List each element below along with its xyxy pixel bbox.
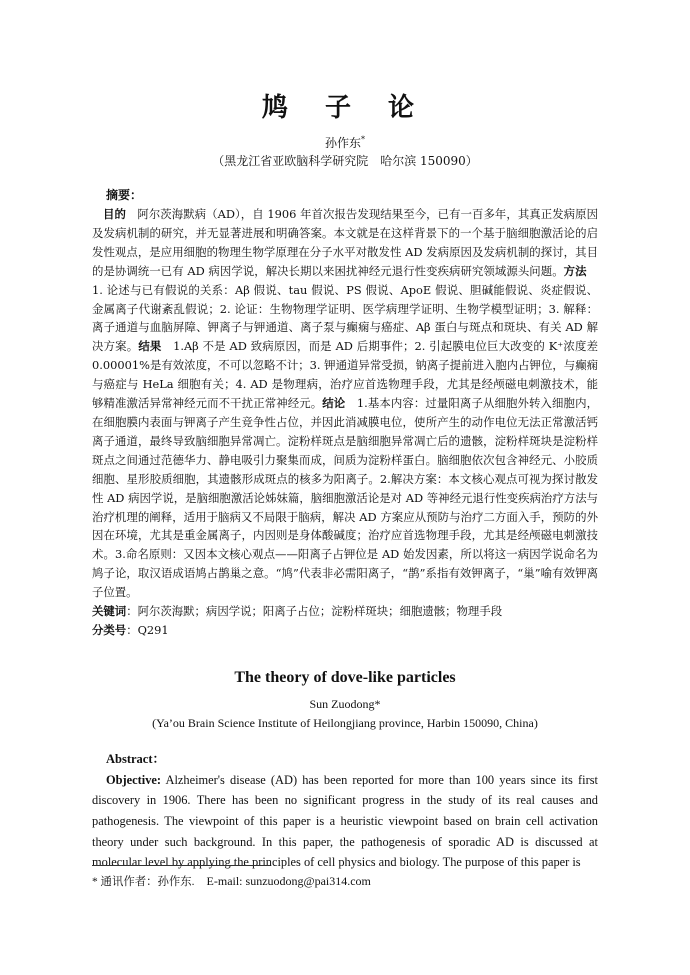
result-label-cn: 结果: [138, 339, 162, 354]
keywords-cn: [92, 602, 598, 621]
paper-title-en: The theory of dove-like particles: [234, 668, 456, 686]
abstract-cn-body: [92, 205, 598, 602]
footnote-text: 通讯作者：孙作东.: [97, 876, 195, 888]
abstract-cn-heading: 摘要：: [106, 188, 143, 202]
classification-cn-label: 分类号: [92, 622, 127, 637]
author-cn-name: 孙作东: [324, 136, 361, 150]
keywords-cn-label: 关键词: [92, 604, 127, 619]
abstract-en-body: [92, 770, 598, 873]
abstract-en-heading: Abstract：: [106, 751, 166, 766]
method-text-cn: 1. 论述与已有假说的关系：Aβ 假说、tau 假说、PS 假说、ApoE 假说、胆碱能假说、炎症假说、金属离子代谢紊乱假说；2. 论证：生物物理学证明、医学病理学证明、生物学模型证明；3. 解释：离子通道与血脑屏障、钾离子与钾通道、离子泵与癫痫与癌症、Aβ 蛋白与斑点和斑块、有关 AD 解决方案。: [92, 263, 598, 354]
paper-title-cn: 鸠 子 论: [261, 93, 429, 123]
conclusion-text-cn: 1.基本内容：过量阳离子从细胞外转入细胞内，在细胞膜内表面与钾离子产生竞争性占位，并因此消减膜电位，使所产生的动作电位无法正常激活钙离子通道，最终导致脑细胞异常凋亡。淀粉样斑点是脑细胞异常凋亡后的遗骸，淀粉样斑块是淀粉样斑点之间通过范德华力、静电吸引力聚集而成，间质为淀粉样蛋白。脑细胞依次包含神经元、小胶质细胞、星形胶质细胞，其遗骸形成斑点的核多为阳离子。2.解决方案：本文核心观点可视为探讨散发性 AD 病因学说，是脑细胞激活论姊妹篇，脑细胞激活论是对 AD 等神经元退行性变疾病治疗方法与治疗机理的阐释，适用于脑病又不局限于脑病，解决 AD 方案应从预防与治疗二方面入手，预防的外因在环境，尤其是重金属离子，内因则是身体酸碱度；治疗应首选物理手段，尤其是经颅磁电刺激技术。3.命名原则：又因本文核心观点——阳离子占钾位是 AD 始发因素，所以将这一病因学说命名为鸠子论，取汉语成语鸠占鹊巢之意。“鸠”代表非必需阳离子，“鹊”系指有效钾离子，“巢”喻有效钾离子位置。: [92, 396, 598, 600]
objective-text-cn: 阿尔茨海默病（AD），自 1906 年首次报告发现结果至今，已有一百多年，其真正发病原因及发病机制的研究，并无显著进展和明确答案。本文就是在这样背景下的一个基于脑细胞激活论的启发性观点，是应用细胞的物理生物学原理在分子水平对散发性 AD 发病原因及发病机制的探讨，其目的是协调统一已有 AD 病因学说，解决长期以来困扰神经元退行性变疾病研究领域源头问题。: [92, 207, 598, 278]
result-text-cn: 1.Aβ 不是 AD 致病原因，而是 AD 后期事件；2. 引起膜电位巨大改变的 K⁺浓度差 0.00001%是有效浓度，不可以忽略不计；3. 钾通道异常受损，钠离子提前进入胞内占钾位，与癫痫与癌症与 HeLa 细胞有关；4. AD 是物理病，治疗应首选物理手段，尤其是经颅磁电刺激技术，能够精准激活异常神经元而不干扰正常神经元。: [92, 339, 598, 411]
objective-text-en: Alzheimer's disease (AD) has been reported for more than 100 years since its first discovery in 1906. There has been no significant progress in the study of its real causes and pathogenesis. The viewpoint of this paper is a heuristic viewpoint based on brain cell activation theory under such background. In this paper, the pathogenesis of sporadic AD is discussed at molecular level by applying the principles of cell physics and biology. The purpose of this paper is: [92, 772, 598, 870]
classification-cn-text: ：Q291: [126, 622, 169, 637]
affiliation-en: (Ya’ou Brain Science Institute of Heilongjiang province, Harbin 150090, China): [152, 715, 538, 730]
author-en: Sun Zuodong*: [309, 696, 381, 711]
keywords-cn-text: ：阿尔茨海默；病因学说；阳离子占位；淀粉样斑块；细胞遗骸；物理手段: [126, 604, 503, 619]
author-cn: [92, 132, 598, 151]
conclusion-label-cn: 结论: [322, 396, 346, 411]
footnote-divider: [92, 865, 270, 866]
classification-cn: [92, 621, 598, 640]
objective-label-en: Objective:: [106, 772, 162, 787]
author-cn-mark: *: [361, 135, 365, 144]
footnote-email: E-mail: sunzuodong@pai314.com: [206, 874, 371, 888]
affiliation-cn: （黑龙江省亚欧脑科学研究院 哈尔滨 150090）: [212, 154, 478, 168]
footnote: [92, 873, 371, 890]
objective-label-cn: 目的: [103, 207, 126, 221]
method-label-cn: 方法: [563, 263, 587, 278]
footnote-marker: *: [92, 876, 98, 888]
